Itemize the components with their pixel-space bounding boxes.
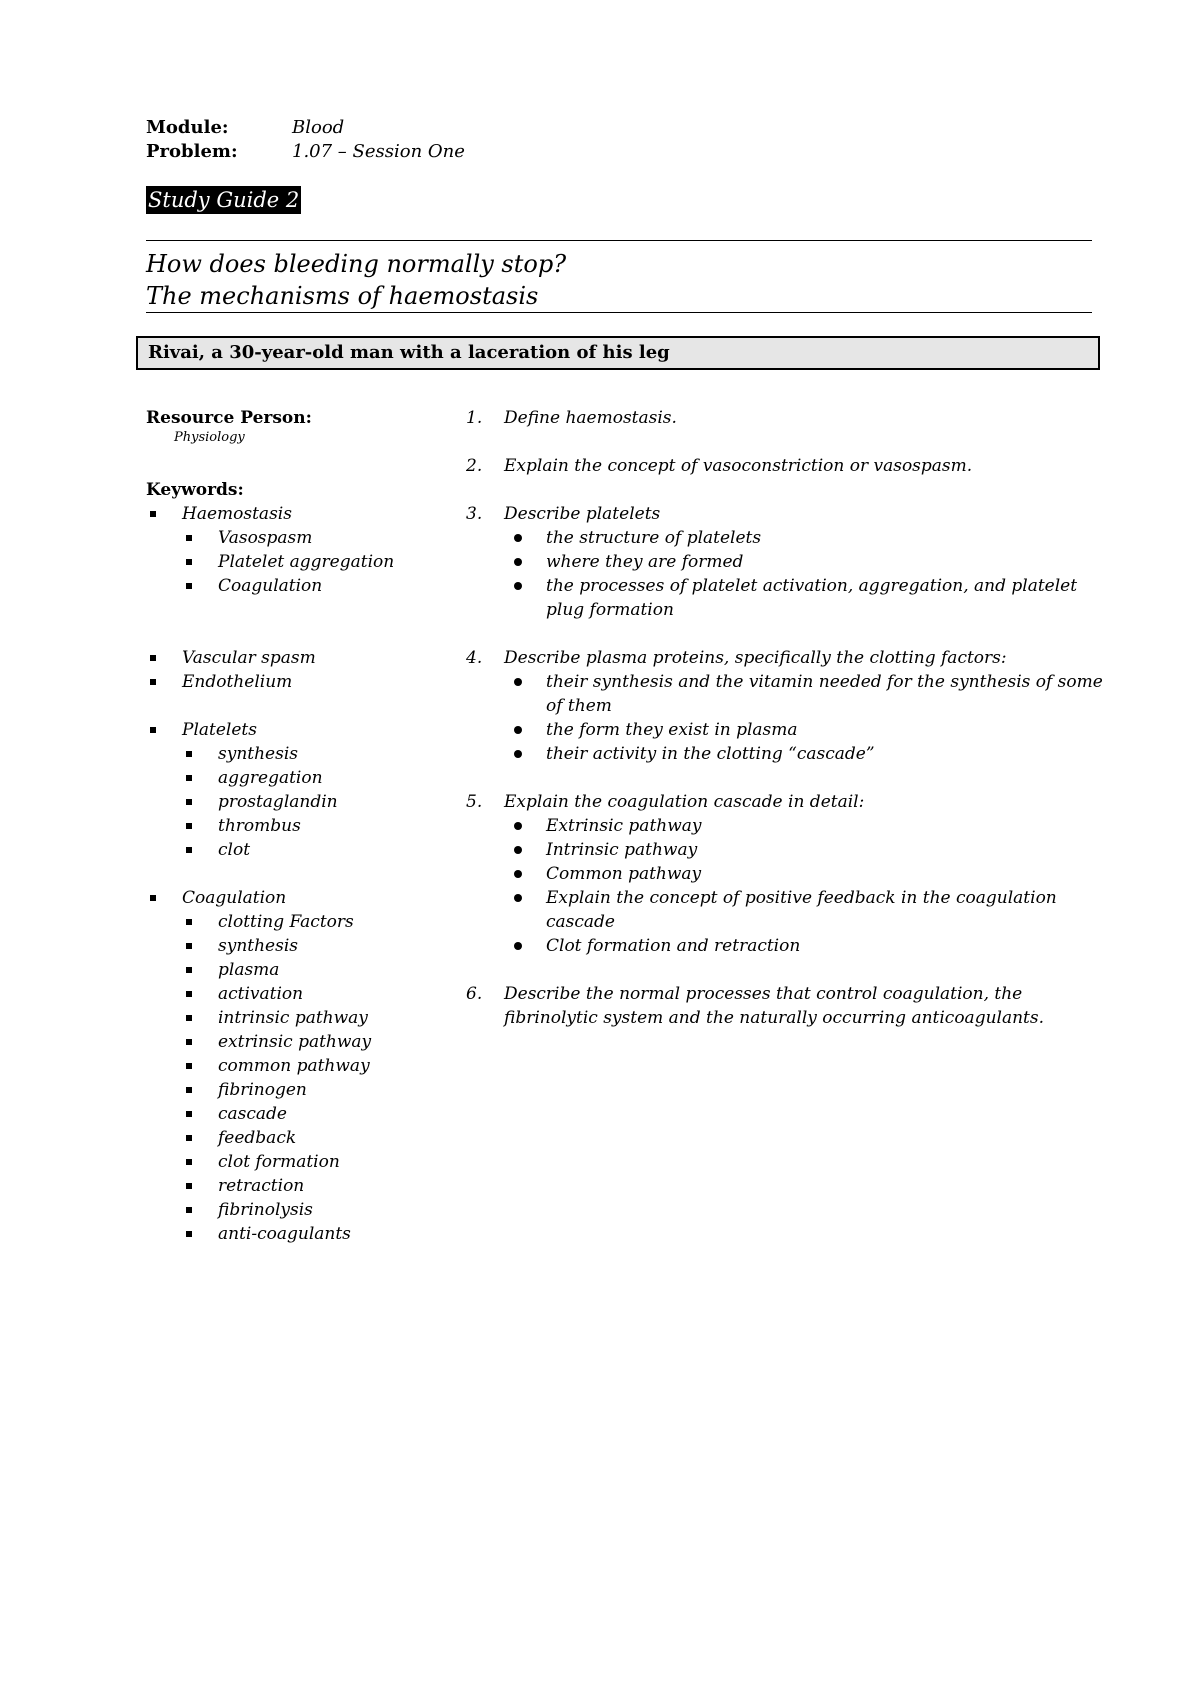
square-bullet-icon (150, 727, 156, 733)
keywords-list (146, 502, 446, 1246)
square-bullet-icon (186, 847, 192, 853)
square-bullet-icon (150, 895, 156, 901)
round-bullet-icon (514, 678, 522, 686)
round-bullet-icon (514, 942, 522, 950)
keyword-item: Endothelium (146, 670, 446, 694)
objective-sublist (466, 526, 1106, 622)
resource-person-label: Resource Person: (146, 408, 312, 428)
keyword-subitem: fibrinogen (146, 1078, 418, 1102)
objective-subitem: Extrinsic pathway (466, 814, 1106, 838)
keyword-subitem: fibrinolysis (146, 1198, 418, 1222)
case-title-box: Rivai, a 30-year-old man with a laceration of his leg (136, 336, 1100, 370)
objective-item (466, 790, 1106, 814)
module-row (146, 116, 465, 140)
keyword-subitem: clot formation (146, 1150, 418, 1174)
square-bullet-icon (186, 775, 192, 781)
objective-text: Describe plasma proteins, specifically the clotting factors: (504, 648, 1007, 668)
objective-text: Explain the coagulation cascade in detail: (504, 792, 865, 812)
objective-text: Describe the normal processes that control coagulation, the fibrinolytic system and the naturally occurring anticoagulants. (504, 984, 1044, 1028)
square-bullet-icon (186, 583, 192, 589)
title-line-1: How does bleeding normally stop? (146, 250, 567, 278)
round-bullet-icon (514, 846, 522, 854)
keyword-item: Platelets (146, 718, 446, 742)
keyword-item: Vascular spasm (146, 646, 446, 670)
square-bullet-icon (186, 1087, 192, 1093)
objective-item (466, 454, 1106, 478)
objective-sublist (466, 814, 1106, 958)
objective-text: Describe platelets (504, 504, 661, 524)
keyword-item: Haemostasis (146, 502, 446, 526)
square-bullet-icon (186, 991, 192, 997)
keyword-subitem: aggregation (146, 766, 418, 790)
page-title (146, 248, 566, 312)
objective-number: 5. (466, 792, 483, 812)
keyword-subitem: extrinsic pathway (146, 1030, 418, 1054)
square-bullet-icon (186, 1111, 192, 1117)
square-bullet-icon (186, 1207, 192, 1213)
keyword-subitem: clot (146, 838, 418, 862)
keyword-subitem: plasma (146, 958, 418, 982)
left-column (146, 406, 446, 1246)
keyword-subitem: prostaglandin (146, 790, 418, 814)
objective-number: 2. (466, 456, 483, 476)
square-bullet-icon (186, 535, 192, 541)
square-bullet-icon (186, 559, 192, 565)
objective-subitem: the structure of platelets (466, 526, 1106, 550)
square-bullet-icon (150, 679, 156, 685)
keyword-subitem: retraction (146, 1174, 418, 1198)
square-bullet-icon (186, 1063, 192, 1069)
objective-subitem: where they are formed (466, 550, 1106, 574)
square-bullet-icon (150, 655, 156, 661)
square-bullet-icon (150, 511, 156, 517)
square-bullet-icon (186, 919, 192, 925)
objective-subitem: Common pathway (466, 862, 1106, 886)
square-bullet-icon (186, 823, 192, 829)
problem-label: Problem: (146, 141, 238, 162)
objective-item (466, 502, 1106, 526)
study-guide-label: Study Guide 2 (148, 188, 300, 212)
module-label: Module: (146, 117, 229, 138)
square-bullet-icon (186, 1231, 192, 1237)
objectives-list (466, 406, 1106, 1054)
problem-value: 1.07 – Session One (292, 141, 465, 162)
keyword-subitem: synthesis (146, 934, 418, 958)
square-bullet-icon (186, 799, 192, 805)
round-bullet-icon (514, 726, 522, 734)
keyword-subitem: intrinsic pathway (146, 1006, 418, 1030)
objective-item (466, 646, 1106, 670)
square-bullet-icon (186, 1183, 192, 1189)
objective-subitem: their activity in the clotting “cascade” (466, 742, 1106, 766)
objective-subitem: Explain the concept of positive feedback in the coagulation cascade (466, 886, 1106, 934)
round-bullet-icon (514, 534, 522, 542)
resource-person-value: Physiology (174, 430, 245, 445)
title-rule-top (146, 240, 1092, 241)
round-bullet-icon (514, 894, 522, 902)
objective-text: Define haemostasis. (504, 408, 677, 428)
square-bullet-icon (186, 1015, 192, 1021)
objective-subitem: Clot formation and retraction (466, 934, 1106, 958)
module-value: Blood (292, 117, 345, 138)
round-bullet-icon (514, 582, 522, 590)
keywords-label: Keywords: (146, 480, 244, 500)
objective-item (466, 982, 1106, 1030)
square-bullet-icon (186, 1135, 192, 1141)
objective-subitem: the form they exist in plasma (466, 718, 1106, 742)
header-meta (146, 116, 465, 164)
keyword-subitem: Vasospasm (146, 526, 418, 550)
keyword-subitem: anti-coagulants (146, 1222, 418, 1246)
objective-number: 1. (466, 408, 483, 428)
keyword-subitem: common pathway (146, 1054, 418, 1078)
square-bullet-icon (186, 943, 192, 949)
square-bullet-icon (186, 967, 192, 973)
square-bullet-icon (186, 1159, 192, 1165)
square-bullet-icon (186, 751, 192, 757)
round-bullet-icon (514, 822, 522, 830)
square-bullet-icon (186, 1039, 192, 1045)
title-rule-bottom (146, 312, 1092, 313)
keyword-subitem: Platelet aggregation (146, 550, 418, 574)
keyword-subitem: thrombus (146, 814, 418, 838)
round-bullet-icon (514, 870, 522, 878)
objective-number: 6. (466, 984, 483, 1004)
objective-text: Explain the concept of vasoconstriction or vasospasm. (504, 456, 973, 476)
problem-row (146, 140, 465, 164)
round-bullet-icon (514, 750, 522, 758)
objective-number: 4. (466, 648, 483, 668)
round-bullet-icon (514, 558, 522, 566)
keyword-item: Coagulation (146, 886, 446, 910)
keyword-subitem: Coagulation (146, 574, 418, 598)
keyword-subitem: feedback (146, 1126, 418, 1150)
objective-number: 3. (466, 504, 483, 524)
objective-subitem: Intrinsic pathway (466, 838, 1106, 862)
keyword-subitem: activation (146, 982, 418, 1006)
objective-subitem: the processes of platelet activation, aggregation, and platelet plug formation (466, 574, 1106, 622)
objective-item (466, 406, 1106, 430)
keyword-subitem: cascade (146, 1102, 418, 1126)
objective-sublist (466, 670, 1106, 766)
objective-subitem: their synthesis and the vitamin needed for the synthesis of some of them (466, 670, 1106, 718)
keyword-subitem: clotting Factors (146, 910, 418, 934)
keyword-subitem: synthesis (146, 742, 418, 766)
title-line-2: The mechanisms of haemostasis (146, 282, 539, 310)
